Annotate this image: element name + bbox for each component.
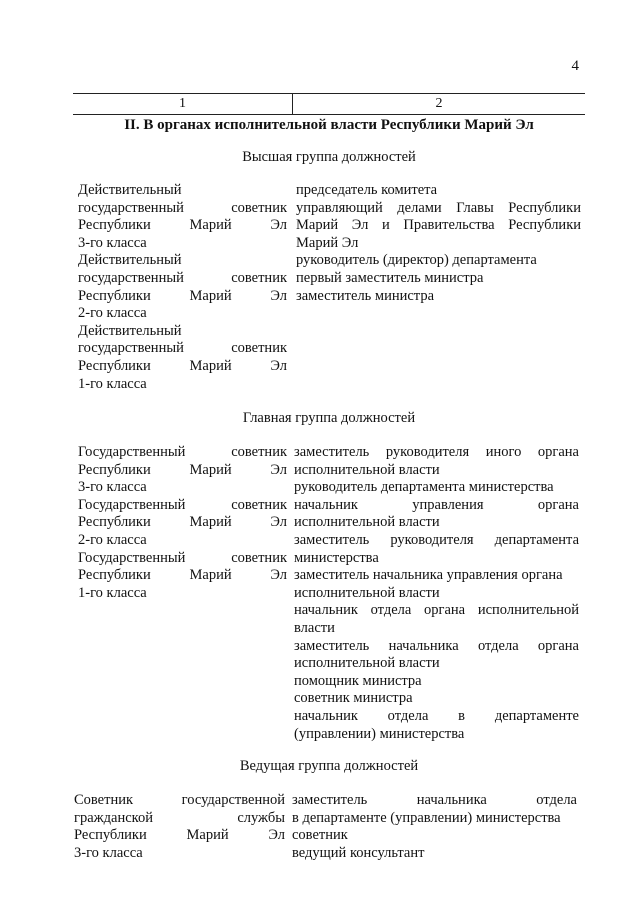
rank-line: 3-го класса	[78, 234, 147, 251]
rank-line: государственный советник	[78, 340, 287, 357]
position-line: заместитель начальника отдела органа	[294, 637, 579, 654]
position-line: руководитель департамента министерства	[294, 479, 554, 496]
column-header-2: 2	[435, 96, 443, 111]
rank-line: 2-го класса	[78, 531, 147, 548]
rank-line: Государственный советник	[78, 549, 287, 566]
group-main-ranks	[78, 444, 287, 602]
position-line: председатель комитета	[296, 182, 438, 198]
rank-line: государственный советник	[78, 199, 287, 216]
column-number-header	[73, 93, 585, 115]
group-leading-positions	[292, 792, 577, 862]
group-highest-positions	[296, 182, 581, 305]
position-line: заместитель начальника отдела	[292, 792, 577, 808]
rank-line: Советник государственной	[74, 792, 285, 808]
rank-line: Республики Марий Эл	[78, 514, 287, 531]
position-line: ведущий консультант	[292, 844, 425, 861]
position-line: исполнительной власти	[294, 514, 440, 531]
position-line: начальник управления органа	[294, 496, 579, 513]
position-line: исполнительной власти	[294, 655, 440, 672]
position-line: управляющий делами Главы Республики	[296, 199, 581, 216]
rank-line: Республики Марий Эл	[78, 287, 287, 304]
position-line: заместитель руководителя иного органа	[294, 444, 579, 460]
column-header-1: 1	[73, 94, 293, 114]
group-title-main: Главная группа должностей	[242, 410, 416, 426]
position-line: заместитель руководителя департамента	[294, 531, 579, 548]
group-main-positions	[294, 444, 579, 743]
group-leading-ranks	[74, 792, 285, 862]
position-line: власти	[294, 619, 335, 636]
rank-line: Республики Марий Эл	[78, 567, 287, 584]
position-line: начальник отдела в департаменте	[294, 707, 579, 724]
position-line: заместитель начальника управления органа	[294, 567, 563, 584]
group-title-leading: Ведущая группа должностей	[239, 758, 419, 774]
rank-line: гражданской службы	[74, 809, 285, 826]
rank-line: Республики Марий Эл	[74, 827, 285, 844]
group-title-highest: Высшая группа должностей	[242, 149, 416, 165]
position-line: Марий Эл	[296, 234, 359, 251]
rank-line: Государственный советник	[78, 496, 287, 513]
position-line: в департаменте (управлении) министерства	[292, 809, 561, 826]
position-line: министерства	[294, 549, 379, 566]
group-highest-ranks	[78, 182, 287, 393]
rank-line: 2-го класса	[78, 305, 147, 322]
position-line: Марий Эл и Правительства Республики	[296, 217, 581, 234]
rank-line: Республики Марий Эл	[78, 217, 287, 234]
rank-line: Действительный	[78, 252, 182, 269]
position-line: (управлении) министерства	[294, 725, 465, 742]
position-line: помощник министра	[294, 672, 422, 689]
position-line: начальник отдела органа исполнительной	[294, 602, 579, 619]
rank-line: Республики Марий Эл	[78, 357, 287, 374]
position-line: руководитель (директор) департамента	[296, 252, 537, 269]
section-title: II. В органах исполнительной власти Республики Марий Эл	[124, 117, 534, 133]
position-line: советник министра	[294, 690, 413, 707]
rank-line: Республики Марий Эл	[78, 461, 287, 478]
page-number: 4	[571, 58, 579, 74]
rank-line: 3-го класса	[78, 479, 147, 496]
rank-line: Действительный	[78, 182, 182, 198]
position-line: первый заместитель министра	[296, 269, 484, 286]
rank-line: 1-го класса	[78, 584, 147, 601]
rank-line: 3-го класса	[74, 844, 143, 861]
position-line: заместитель министра	[296, 287, 435, 304]
rank-line: Государственный советник	[78, 444, 287, 460]
position-line: исполнительной власти	[294, 584, 440, 601]
position-line: советник	[292, 827, 348, 844]
rank-line: Действительный	[78, 322, 182, 339]
rank-line: государственный советник	[78, 269, 287, 286]
rank-line: 1-го класса	[78, 375, 147, 392]
position-line: исполнительной власти	[294, 461, 440, 478]
